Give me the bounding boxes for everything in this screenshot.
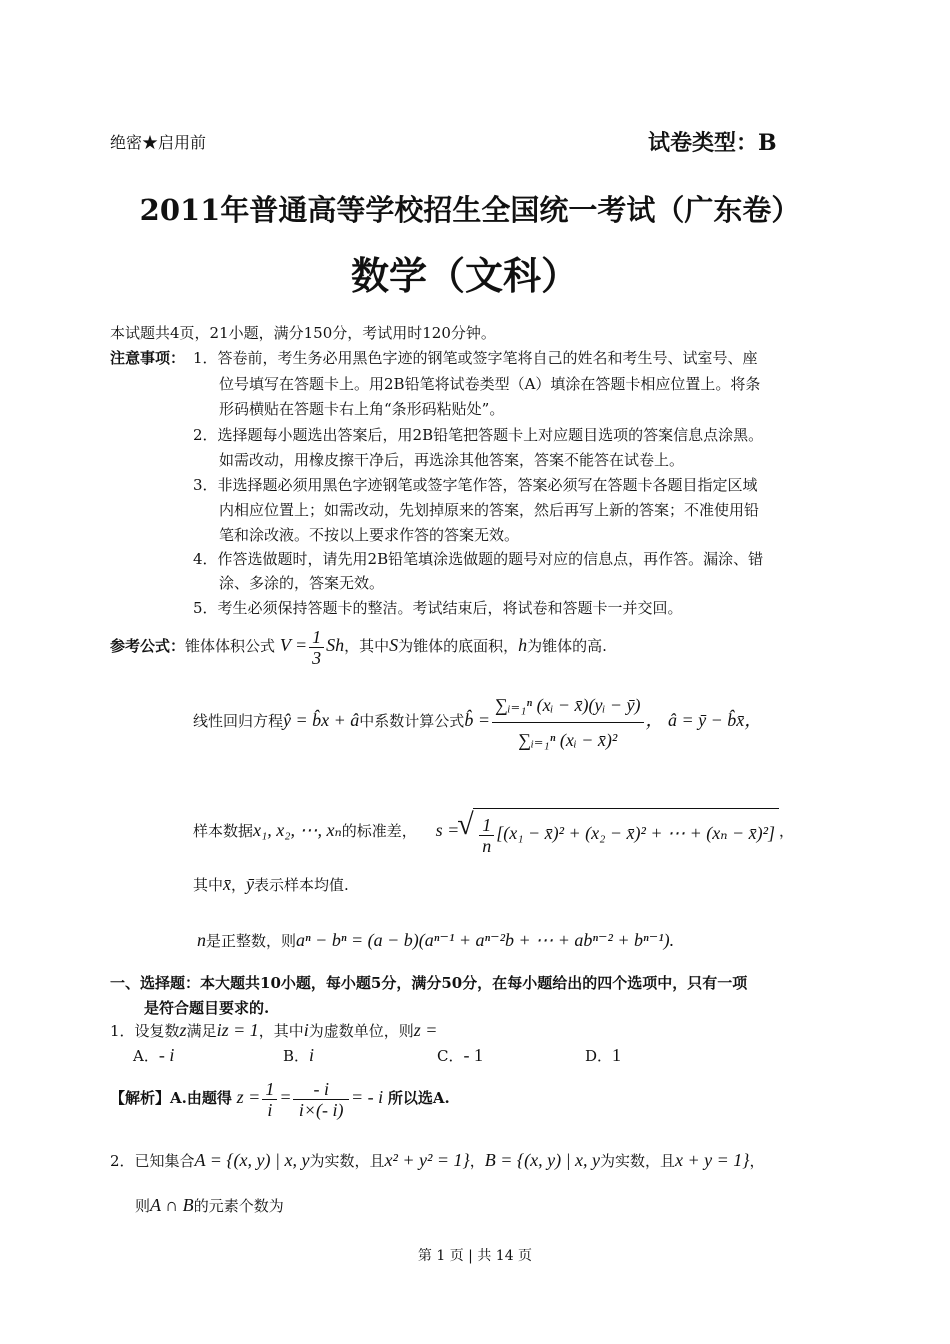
- text: 1．设复数: [110, 1022, 180, 1040]
- numerator: - i: [293, 1079, 349, 1100]
- fraction: [293, 1079, 349, 1120]
- regression-text: 线性回归方程: [193, 712, 284, 730]
- note-line: 笔和涂改液。不按以上要求作答的答案无效。: [219, 526, 520, 544]
- text: A.由题得: [170, 1089, 232, 1107]
- ask: z =: [413, 1020, 438, 1040]
- note-line: 涂、多涂的，答案无效。: [219, 574, 385, 592]
- sample-vars: x₁, x₂, ⋯, xₙ: [253, 820, 342, 840]
- text: ，: [749, 1152, 765, 1170]
- numerator: 1: [262, 1079, 277, 1100]
- cone-text: 锥体体积公式: [185, 637, 276, 655]
- text: 表示样本均值.: [254, 876, 349, 894]
- fraction: [309, 627, 324, 668]
- note-line: 5．考生必须保持答题卡的整洁。考试结束后，将试卷和答题卡一并交回。: [193, 599, 683, 617]
- result: = - i: [350, 1087, 384, 1107]
- var-z: z: [179, 1020, 187, 1040]
- option-d: [585, 1045, 621, 1066]
- exam-intro: 本试题共4页，21小题，满分150分，考试用时120分钟。: [110, 324, 496, 342]
- text: ，: [231, 876, 247, 894]
- note-line: 如需改动，用橡皮擦干净后，再选涂其他答案，答案不能答在试卷上。: [219, 451, 685, 469]
- var-n: n: [197, 930, 206, 950]
- cone-lhs: V =: [279, 635, 308, 655]
- page-subtitle: 数学（文科）: [350, 253, 579, 298]
- section1-heading: 一、选择题：本大题共10小题，每小题5分，满分50分，在每小题给出的四个选项中，只有一项: [110, 974, 748, 992]
- denominator: i: [267, 1099, 273, 1120]
- stddev-body: [(x₁ − x̄)² + (x₂ − x̄)² + ⋯ + (xₙ − x̄)²]: [496, 823, 776, 844]
- var-i: i: [303, 1020, 309, 1040]
- text: 为锥体的底面积，: [398, 637, 519, 655]
- text: 所以选A.: [387, 1089, 450, 1107]
- condition: iz = 1: [216, 1020, 259, 1040]
- text: 的元素个数为: [193, 1197, 284, 1215]
- text: 是正整数，则: [206, 932, 297, 950]
- fraction: [262, 1079, 277, 1120]
- text: ，: [469, 1152, 485, 1170]
- text: 为锥体的高.: [527, 637, 607, 655]
- intersection: A ∩ B: [150, 1195, 194, 1215]
- b-hat: b̂ =: [464, 710, 490, 730]
- note-line: 形码横贴在答题卡右上角“条形码粘贴处”。: [219, 400, 505, 418]
- note-line: 2．选择题每小题选出答案后，用2B铅笔把答题卡上对应题目选项的答案信息点涂黑。: [193, 426, 764, 444]
- option-label: C．: [437, 1047, 464, 1065]
- option-c: [437, 1045, 483, 1066]
- var-h: h: [518, 635, 528, 655]
- text: 为实数，且: [600, 1152, 676, 1170]
- option-value: 1: [612, 1045, 622, 1065]
- option-value: i: [309, 1045, 315, 1065]
- note-line: 4．作答选做题时，请先用2B铅笔填涂选做题的题号对应的信息点，再作答。漏涂、错: [193, 550, 764, 568]
- text: ，其中: [344, 637, 390, 655]
- numerator: 1: [309, 627, 324, 648]
- analysis-label: 【解析】: [110, 1089, 171, 1107]
- stddev-text: 样本数据: [193, 822, 254, 840]
- option-b: [283, 1045, 314, 1066]
- z-lhs: z =: [236, 1087, 261, 1107]
- cone-rhs: Sh: [326, 635, 345, 655]
- text: 满足: [186, 1022, 217, 1040]
- option-a: [133, 1045, 174, 1066]
- option-label: B．: [283, 1047, 310, 1065]
- numerator: √ 1: [479, 815, 494, 836]
- option-label: D．: [585, 1047, 613, 1065]
- page-title: 2011年普通高等学校招生全国统一考试（广东卷）: [139, 193, 801, 227]
- power-identity: aⁿ − bⁿ = (a − b)(aⁿ⁻¹ + aⁿ⁻²b + ⋯ + abⁿ⁻² + bⁿ⁻¹).: [296, 930, 675, 950]
- text: 中系数计算公式: [359, 712, 465, 730]
- option-value: - i: [158, 1045, 175, 1065]
- denominator: i×(- i): [298, 1099, 344, 1120]
- var-S: S: [389, 635, 399, 655]
- cond-a: x² + y² = 1}: [384, 1150, 470, 1170]
- option-label: A．: [133, 1047, 159, 1065]
- text: 其中: [193, 876, 224, 894]
- formulas-label: 参考公式：: [110, 637, 186, 655]
- text: 的标准差，: [341, 822, 417, 840]
- text: 2．已知集合: [110, 1152, 195, 1170]
- text: ，其中: [258, 1022, 304, 1040]
- cond-b: x + y = 1}: [675, 1150, 750, 1170]
- text: 则: [135, 1197, 151, 1215]
- denominator: 3: [312, 647, 322, 668]
- text: 为虚数单位，则: [308, 1022, 414, 1040]
- denominator: n: [482, 835, 492, 856]
- confidential-label: 绝密★启用前: [110, 133, 207, 152]
- text: ，: [779, 822, 795, 840]
- option-value: - 1: [463, 1045, 483, 1065]
- notes-label: 注意事项：: [110, 349, 186, 367]
- page-footer: 第 1 页 | 共 14 页: [417, 1248, 533, 1264]
- note-line: 1．答卷前，考生务必用黑色字迹的钢笔或签字笔将自己的姓名和考生号、试室号、座: [193, 349, 758, 367]
- a-hat-formula: ， â = ȳ − b̂x̄，: [645, 710, 763, 730]
- set-b: B = {(x, y) | x, y: [484, 1150, 600, 1170]
- numerator: ∑ᵢ₌₁ⁿ (xᵢ − x̄)(yᵢ − ȳ): [492, 688, 644, 723]
- section1-heading-cont: 是符合题目要求的.: [144, 999, 270, 1017]
- denominator: ∑ᵢ₌₁ⁿ (xᵢ − x̄)²: [518, 729, 618, 750]
- y-bar: ȳ: [246, 874, 255, 894]
- note-line: 内相应位置上；如需改动，先划掉原来的答案，然后再写上新的答案；不准使用铅: [219, 501, 760, 519]
- x-bar: x̄: [223, 874, 232, 894]
- paper-type: 试卷类型：B: [648, 130, 777, 156]
- note-line: 位号填写在答题卡上。用2B铅笔将试卷类型（A）填涂在答题卡相应位置上。将条: [219, 375, 761, 393]
- sqrt: [473, 808, 779, 855]
- s-lhs: s =: [435, 820, 460, 840]
- note-line: 3．非选择题必须用黑色字迹钢笔或签字笔作答，答案必须写在答题卡各题目指定区域: [193, 476, 758, 494]
- regression-equation: ŷ = b̂x + â: [283, 710, 360, 730]
- regression-fraction: [492, 688, 644, 757]
- set-a: A = {(x, y) | x, y: [194, 1150, 310, 1170]
- text: 为实数，且: [309, 1152, 385, 1170]
